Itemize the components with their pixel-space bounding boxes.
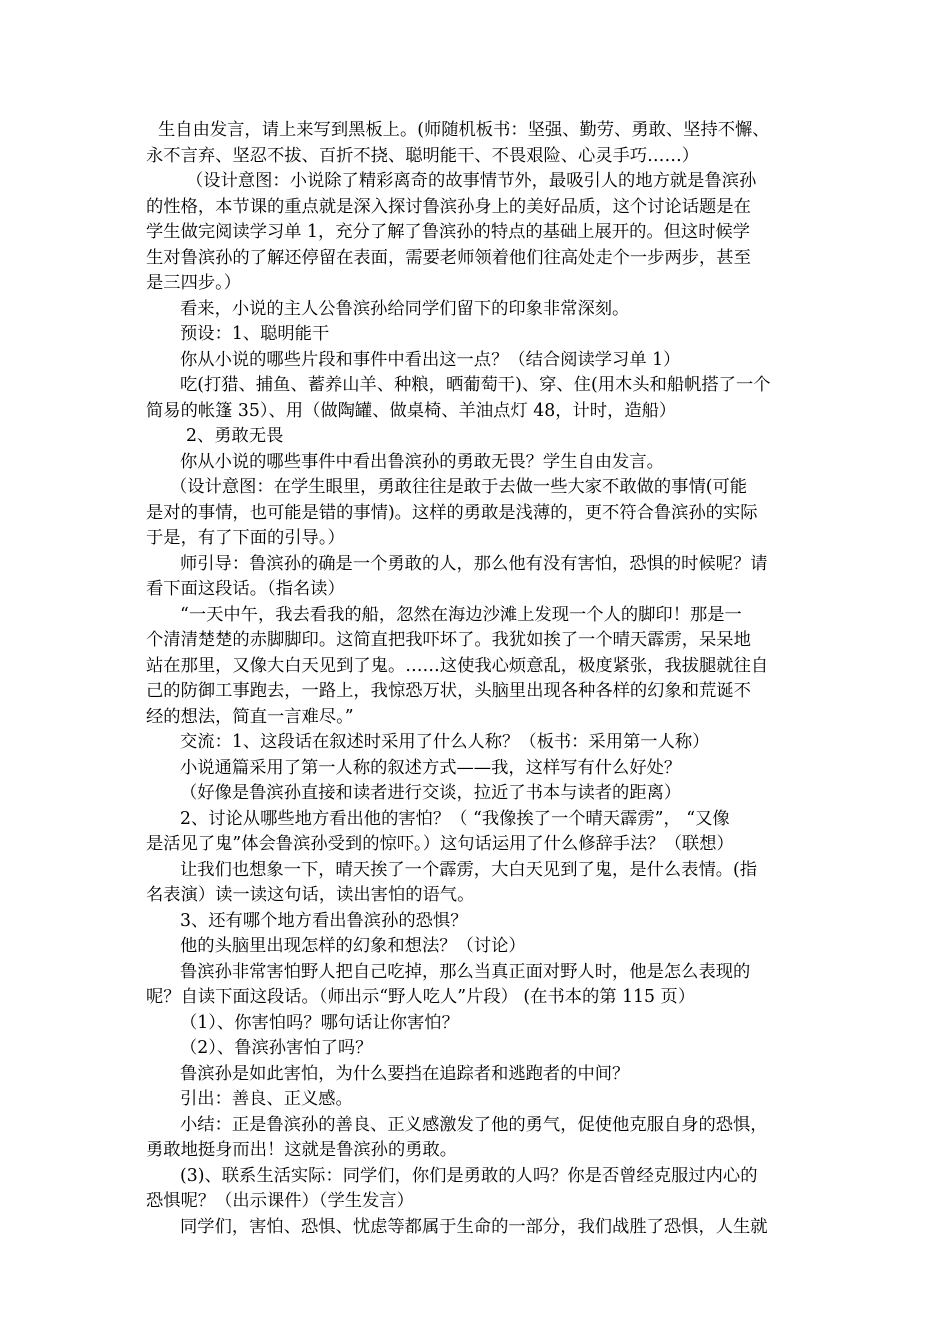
text-line: 鲁滨孙是如此害怕，为什么要挡在追踪者和逃跑者的中间？ (180, 1063, 630, 1084)
text-line: 吃(打猎、捕鱼、蓄养山羊、种粮，晒葡萄干)、穿、住(用木头和船帆搭了一个 (180, 375, 771, 395)
text-line: 你从小说的哪些片段和事件中看出这一点？（结合阅读学习单 1） (180, 349, 681, 370)
text-line: 是对的事情，也可能是错的事情)。这样的勇敢是浅薄的，更不符合鲁滨孙的实际 (146, 502, 758, 523)
text-line: 名表演）读一读这句话，读出害怕的语气。 (146, 885, 475, 905)
text-line: “一天中午，我去看我的船，忽然在海边沙滩上发现一个人的脚印！那是一 (180, 604, 742, 625)
text-line: 看下面这段话。（指名读） (146, 579, 345, 599)
text-line: 己的防御工事跑去，一路上，我惊恐万状，头脑里出现各种各样的幻象和荒诞不 (146, 681, 751, 701)
text-line: （1）、你害怕吗？哪句话让你害怕？ (180, 1012, 459, 1033)
text-line: （2）、鲁滨孙害怕了吗？ (180, 1038, 373, 1058)
text-line: 他的头脑里出现怎样的幻象和想法？（讨论） (180, 936, 526, 956)
text-line: (3)、联系生活实际：同学们，你们是勇敢的人吗？你是否曾经克服过内心的 (180, 1165, 758, 1186)
text-line: 于是，有了下面的引导。） (146, 528, 345, 548)
text-line: 生自由发言，请上来写到黑板上。(师随机板书：坚强、勤劳、勇敢、坚持不懈、 (158, 120, 770, 140)
text-line: 师引导：鲁滨孙的确是一个勇敢的人，那么他有没有害怕，恐惧的时候呢？请 (180, 553, 768, 574)
text-line: 的性格，本节课的重点就是深入探讨鲁滨孙身上的美好品质，这个讨论话题是在 (146, 196, 751, 217)
text-line: 是活见了鬼”体会鲁滨孙受到的惊吓。）这句话运用了什么修辞手法？（联想） (146, 834, 734, 854)
text-line: 生对鲁滨孙的了解还停留在表面，需要老师领着他们往高处走个一步两步，甚至 (146, 247, 751, 268)
text-line: 3、还有哪个地方看出鲁滨孙的恐惧？ (180, 910, 468, 931)
text-line: 你从小说的哪些事件中看出鲁滨孙的勇敢无畏？学生自由发言。 (180, 451, 664, 472)
text-line: 呢？自读下面这段话。（师出示“野人吃人”片段） (在书本的第 115 页） (146, 987, 696, 1007)
text-line: 学生做完阅读学习单 1，充分了解了鲁滨孙的特点的基础上展开的。但这时候学 (146, 222, 751, 242)
text-line: 看来，小说的主人公鲁滨孙给同学们留下的印象非常深刻。 (180, 298, 630, 319)
document-body (146, 118, 816, 1240)
text-line: 预设：1、聪明能干 (180, 324, 330, 344)
text-line: （好像是鲁滨孙直接和读者进行交谈，拉近了书本与读者的距离） (180, 783, 682, 803)
text-line: 经的想法，简直一言难尽。” (146, 706, 354, 727)
text-line: 恐惧呢？（出示课件）（学生发言） (146, 1191, 414, 1211)
text-line: 同学们，害怕、恐惧、忧虑等都属于生命的一部分，我们战胜了恐惧，人生就 (180, 1216, 768, 1237)
text-line: 小结：正是鲁滨孙的善良、正义感激发了他的勇气，促使他克服自身的恐惧， (180, 1114, 768, 1135)
text-line: 鲁滨孙非常害怕野人把自己吃掉，那么当真正面对野人时，他是怎么表现的 (180, 961, 751, 982)
text-line: 简易的帐篷 35）、用（做陶罐、做桌椅、羊油点灯 48，计时，造船） (146, 400, 677, 421)
text-line: 引出：善良、正义感。 (180, 1089, 353, 1109)
text-line: （设计意图：小说除了精彩离奇的故事情节外，最吸引人的地方就是鲁滨孙 (186, 171, 757, 191)
text-line: 2、勇敢无畏 (186, 426, 284, 446)
text-line: 勇敢地挺身而出！这就是鲁滨孙的勇敢。 (146, 1140, 458, 1160)
text-line: 是三四步。） (146, 273, 242, 293)
text-line: 个清清楚楚的赤脚脚印。这简直把我吓坏了。我犹如挨了一个晴天霹雳，呆呆地 (146, 630, 751, 650)
text-line: 交流：1、这段话在叙述时采用了什么人称？（板书：采用第一人称） (180, 732, 710, 752)
text-line: （设计意图：在学生眼里，勇敢往往是敢于去做一些大家不敢做的事情(可能 (170, 477, 748, 497)
text-line: 小说通篇采用了第一人称的叙述方式——我，这样写有什么好处？ (180, 757, 682, 778)
text-line: 2、讨论从哪些地方看出他的害怕？（ “我像挨了一个晴天霹雳”， “又像 (180, 808, 730, 829)
text-line: 永不言弃、坚忍不拔、百折不挠、聪明能干、不畏艰险、心灵手巧……） (146, 145, 700, 166)
text-line: 让我们也想象一下，晴天挨了一个霹雳，大白天见到了鬼，是什么表情。(指 (180, 859, 758, 880)
text-line: 站在那里，又像大白天见到了鬼。……这使我心烦意乱，极度紧张，我拔腿就往自 (146, 655, 769, 676)
